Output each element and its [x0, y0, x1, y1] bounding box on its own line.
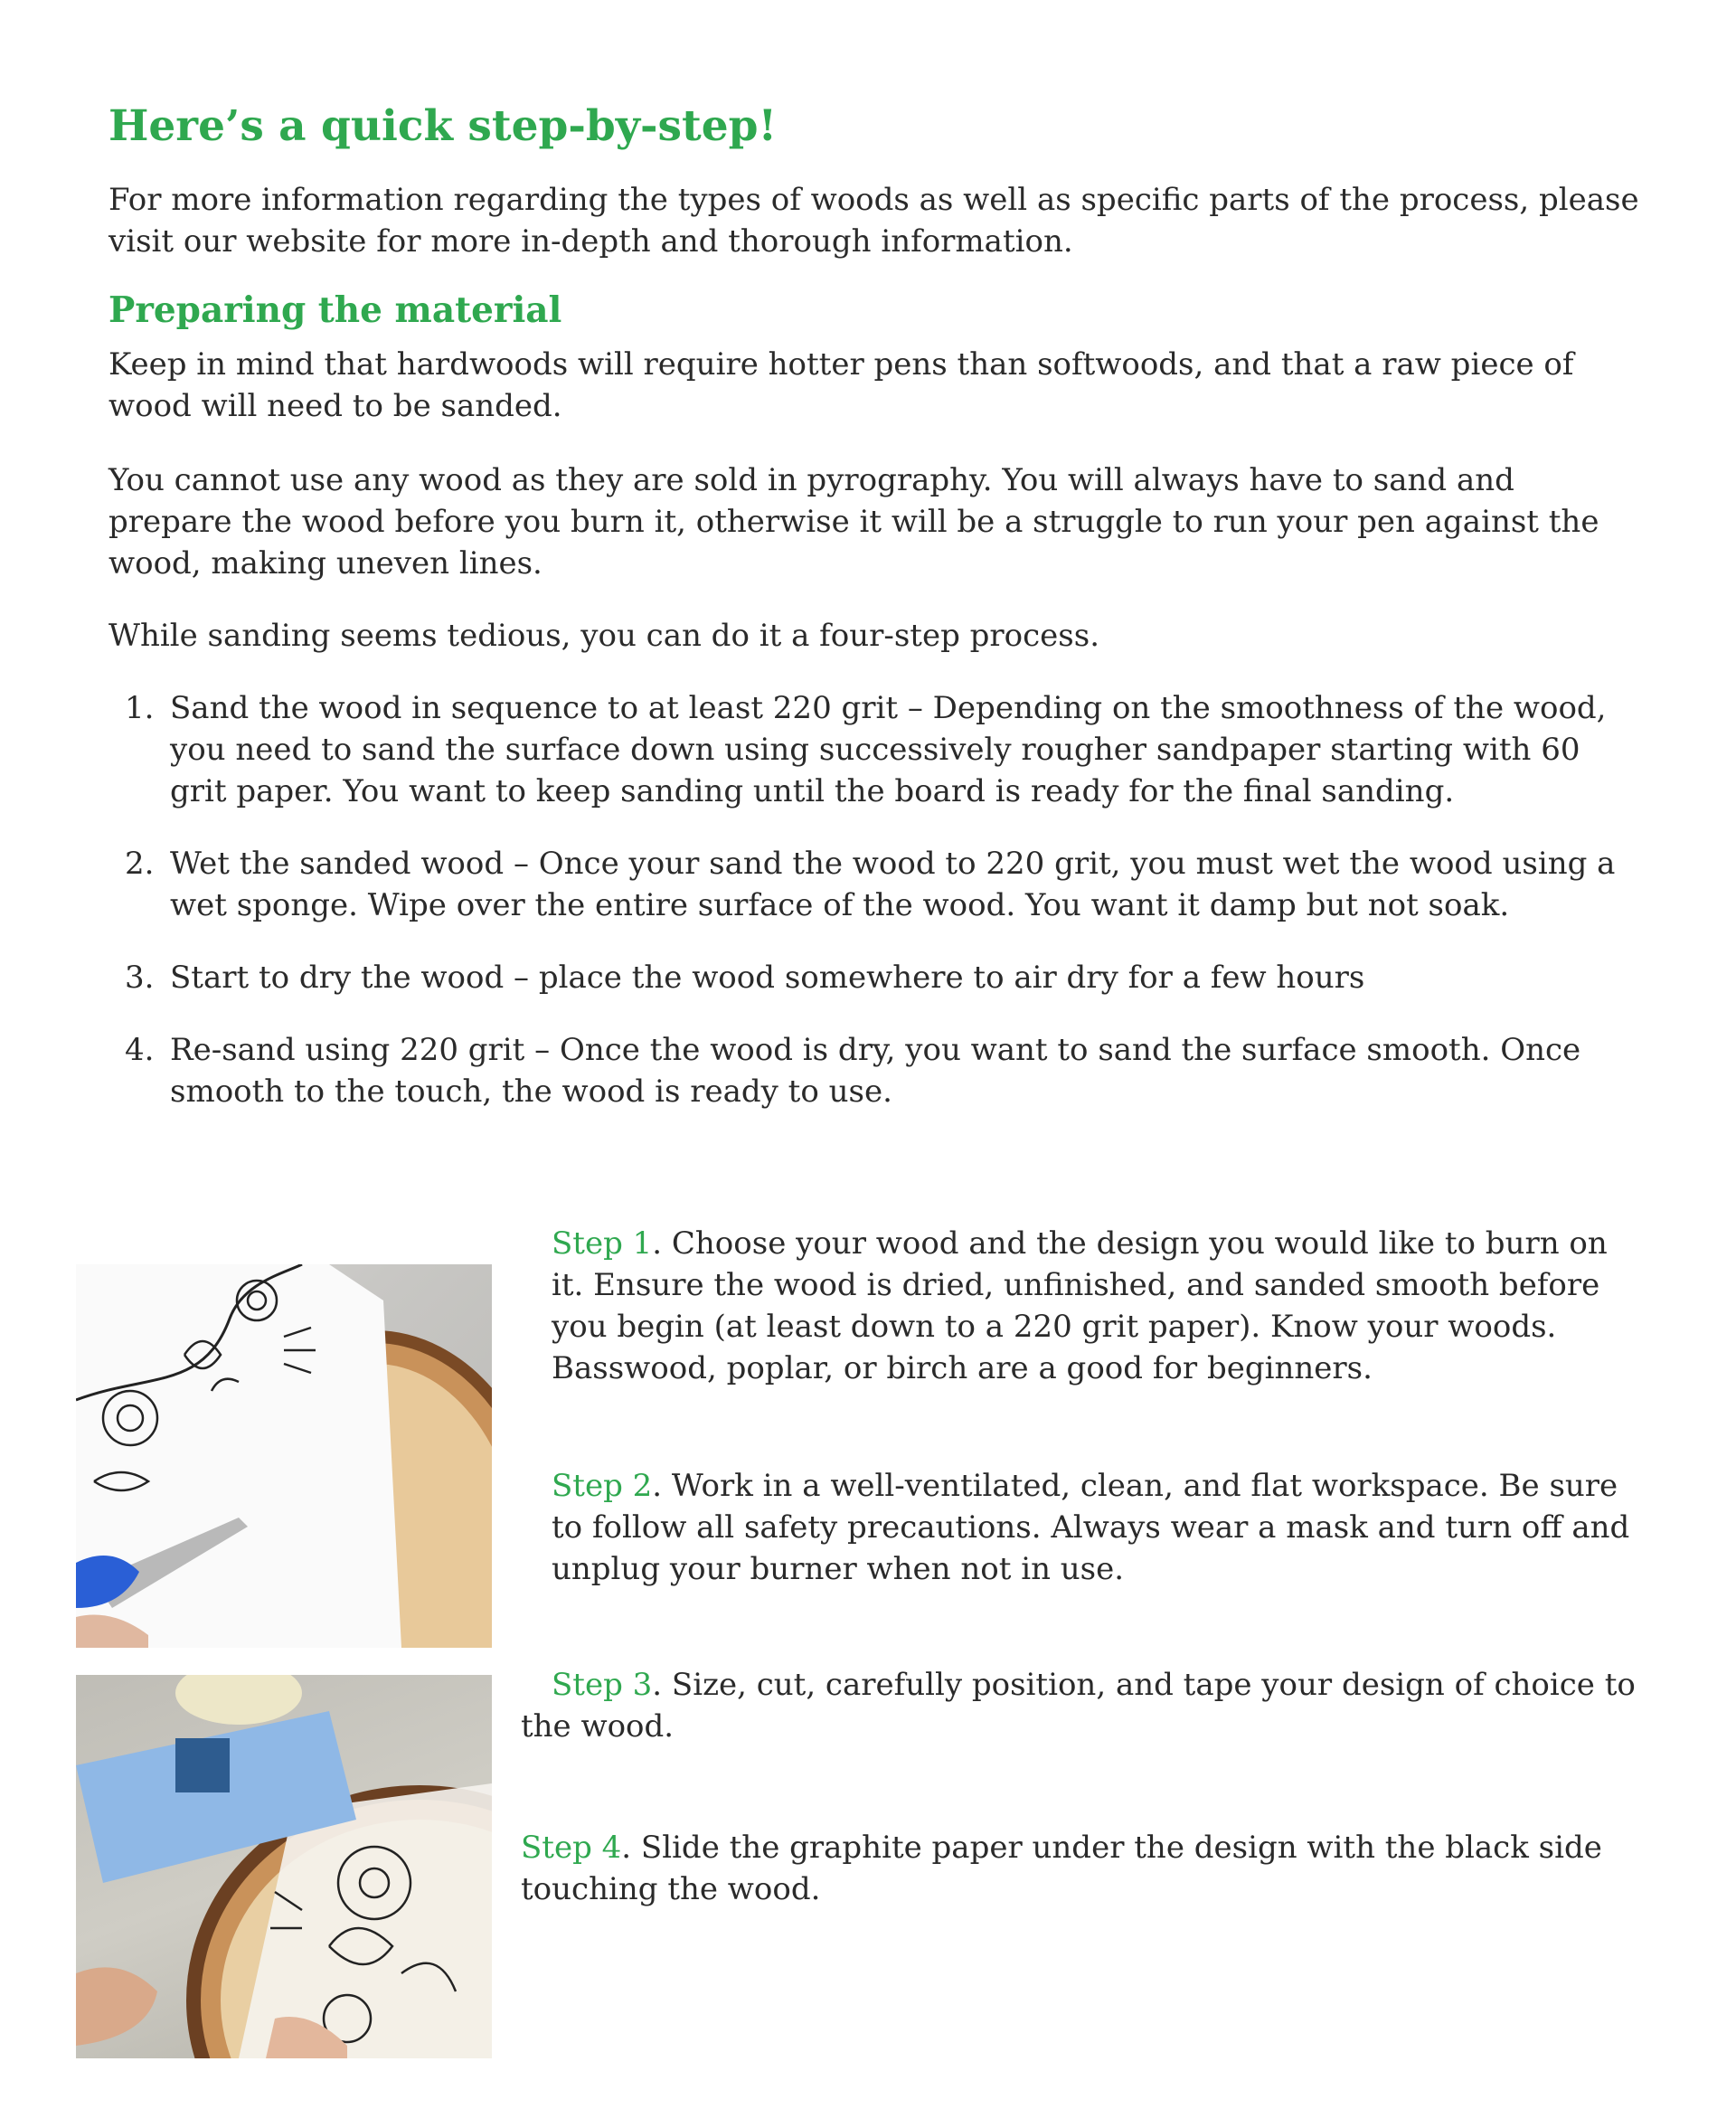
intro-paragraph: For more information regarding the types of woods as well as specific parts of the process, please visit our website for more in-depth and thorough information. [108, 182, 1639, 260]
section-title: Preparing the material [108, 289, 562, 331]
step-2 [552, 1465, 1637, 1590]
step-text: . Work in a well-ventilated, clean, and flat workspace. Be sure to follow all safety precautions. Always wear a mask and turn off and unplug your burner when not in use. [552, 1468, 1630, 1587]
page-title: Here’s a quick step-by-step! [108, 101, 778, 151]
list-number: 1. [125, 690, 155, 726]
list-text: Sand the wood in sequence to at least 220 grit – Depending on the smoothness of the wood, you need to sand the surface down using successively rougher sandpaper starting with 60 grit paper. You want to keep sanding until the board is ready for the final sanding. [170, 690, 1607, 809]
list-item [108, 957, 1646, 998]
list-text: Start to dry the wood – place the wood somewhere to air dry for a few hours [170, 960, 1365, 996]
step-text: . Choose your wood and the design you would like to burn on it. Ensure the wood is dried, unfinished, and sanded smooth before you begin (at least down to a 220 grit paper). Know your woods. Basswood, poplar, or birch are a good for beginners. [552, 1225, 1608, 1386]
paragraph-hardwoods: Keep in mind that hardwoods will require hotter pens than softwoods, and that a raw piece of wood will need to be sanded. [108, 346, 1574, 424]
photo-taping-design [76, 1675, 492, 2058]
step-label: Step 4 [521, 1830, 622, 1866]
step-label: Step 3 [552, 1667, 653, 1703]
list-number: 3. [125, 960, 155, 996]
step-4 [521, 1827, 1642, 1910]
photo-cutting-design [76, 1264, 492, 1648]
step-text: . Slide the graphite paper under the design with the black side touching the wood. [521, 1830, 1602, 1907]
step-label: Step 2 [552, 1468, 653, 1504]
sanding-steps-list [108, 687, 1646, 1143]
taping-design-illustration [76, 1675, 492, 2058]
paragraph-sanding-required: You cannot use any wood as they are sold in pyrography. You will always have to sand and prepare the wood before you burn it, otherwise it will be a struggle to run your pen against the wood, making uneven lines. [108, 462, 1599, 582]
step-3 [521, 1664, 1642, 1747]
paragraph-four-step: While sanding seems tedious, you can do it a four-step process. [108, 618, 1100, 654]
list-item [108, 687, 1646, 812]
step-1 [552, 1223, 1637, 1389]
cutting-design-illustration [76, 1264, 492, 1648]
list-text: Re-sand using 220 grit – Once the wood is dry, you want to sand the surface smooth. Once smooth to the touch, the wood is ready to use. [170, 1032, 1581, 1110]
step-label: Step 1 [552, 1225, 653, 1262]
list-number: 4. [125, 1032, 155, 1068]
list-item [108, 1029, 1646, 1112]
list-text: Wet the sanded wood – Once your sand the wood to 220 grit, you must wet the wood using a wet sponge. Wipe over the entire surface of the wood. You want it damp but not soak. [170, 846, 1616, 923]
list-item [108, 843, 1646, 926]
list-number: 2. [125, 846, 155, 882]
step-text: . Size, cut, carefully position, and tape your design of choice to the wood. [521, 1667, 1636, 1745]
